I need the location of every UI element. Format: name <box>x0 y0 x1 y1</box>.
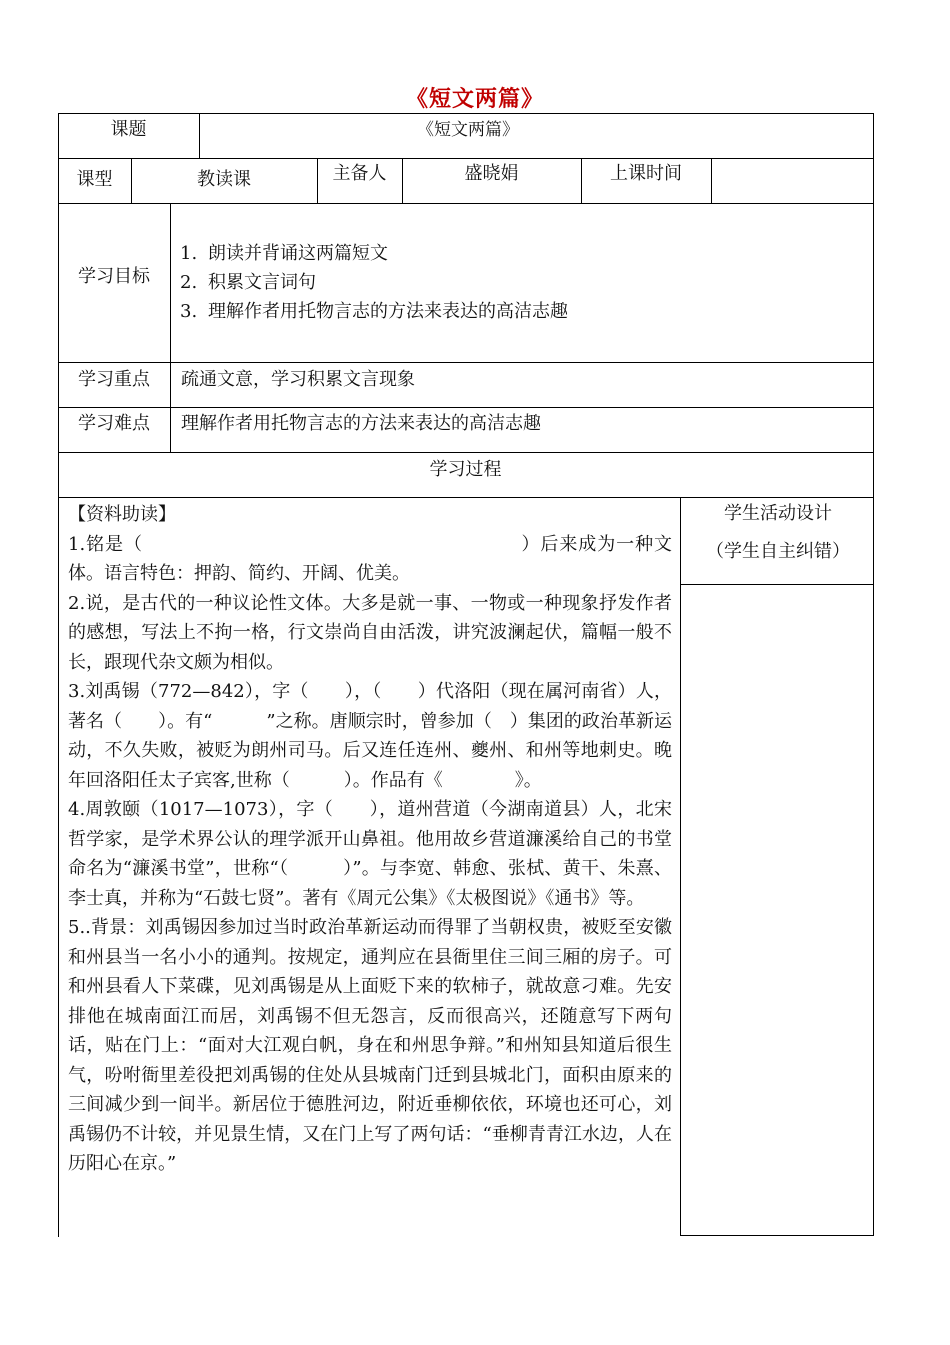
material-paragraph: 1.铭是（ ）后来成为一种文体。语言特色：押韵、简约、开阔、优美。 <box>68 533 672 584</box>
class-time-label: 上课时间 <box>610 163 682 184</box>
goals-list <box>180 239 870 326</box>
focus-value: 疏通文意，学习积累文言现象 <box>181 369 415 390</box>
difficulty-value: 理解作者用托物言志的方法来表达的高洁志趣 <box>181 413 541 434</box>
table-border <box>680 497 681 1236</box>
goal-item <box>180 239 870 268</box>
goal-number: 3. <box>180 301 198 322</box>
goal-number: 1. <box>180 243 198 264</box>
goal-text: 理解作者用托物言志的方法来表达的高洁志趣 <box>208 301 568 322</box>
material-heading: 【资料助读】 <box>68 504 176 525</box>
goal-number: 2. <box>180 272 198 293</box>
table-border <box>873 113 874 1236</box>
goals-label: 学习目标 <box>78 266 150 287</box>
table-border <box>58 452 874 453</box>
table-border <box>58 407 874 408</box>
goal-text: 朗读并背诵这两篇短文 <box>208 243 388 264</box>
table-border <box>58 203 874 204</box>
table-border <box>680 1235 874 1236</box>
reading-material <box>68 500 672 1179</box>
lesson-type-label: 课型 <box>76 169 113 190</box>
goal-item <box>180 297 870 326</box>
material-paragraph: 4.周敦颐（1017—1073），字（ ），道州营道（今湖南道县）人，北宋哲学家，是学术界公认的理学派开山鼻祖。他用故乡营道濂溪给自己的书堂命名为“濂溪书堂”，世称“（ ）”。与李宽、韩愈、张栻、黄干、朱熹、李士真，并称为“石鼓七贤”。著有《周元公集》《太极图说》《通书》等。 <box>68 799 672 909</box>
material-paragraph: 3.刘禹锡（772—842），字（ ），（ ）代洛阳（现在属河南省）人，著名（ ）。有“ ”之称。唐顺宗时，曾参加（ ）集团的政治革新运动，不久失败，被贬为朗州司马。后又连任连州、夔州、和州等地刺史。晚年回洛阳任太子宾客,世称（ ）。作品有《 》。 <box>68 681 672 791</box>
table-border <box>680 584 874 585</box>
goal-text: 积累文言词句 <box>208 272 316 293</box>
material-paragraph: 5..背景：刘禹锡因参加过当时政治革新运动而得罪了当朝权贵，被贬至安徽和州县当一名小小的通判。按规定，通判应在县衙里住三间三厢的房子。可和州县看人下菜碟，见刘禹锡是从上面贬下来的软柿子，就故意刁难。先安排他在城南面江而居，刘禹锡不但无怨言，反而很高兴，还随意写下两句话，贴在门上：“面对大江观白帆，身在和州思争辩。”和州知县知道后很生气，吩咐衙里差役把刘禹锡的住处从县城南门迁到县城北门，面积由原来的三间减少到一间半。新居位于德胜河边，附近垂柳依依，环境也还可心，刘禹锡仍不计较，并见景生情，又在门上写了两句话：“垂柳青青江水边，人在历阳心在京。” <box>68 917 672 1174</box>
student-activity-title: 学生活动设计 <box>724 503 832 524</box>
process-label: 学习过程 <box>429 459 502 480</box>
difficulty-label: 学习难点 <box>78 413 150 434</box>
table-border <box>170 203 171 453</box>
preparer-value: 盛晓娟 <box>464 163 519 184</box>
student-activity-box <box>683 500 873 574</box>
student-activity-subtitle: （学生自主纠错） <box>706 541 850 562</box>
table-border <box>711 158 712 204</box>
focus-label: 学习重点 <box>78 369 150 390</box>
table-border <box>58 158 874 159</box>
topic-value: 《短文两篇》 <box>417 120 519 140</box>
material-paragraph: 2.说，是古代的一种议论性文体。大多是就一事、一物或一种现象抒发作者的感想，写法上不拘一格，行文崇尚自由活泼，讲究波澜起伏，篇幅一般不长，跟现代杂文颇为相似。 <box>68 592 672 673</box>
table-border <box>58 362 874 363</box>
table-border <box>58 497 874 498</box>
lesson-type-value: 教读课 <box>197 169 251 190</box>
table-border <box>58 113 874 114</box>
topic-label: 课题 <box>110 119 147 140</box>
document-title: 《短文两篇》 <box>405 86 544 112</box>
preparer-label: 主备人 <box>332 163 387 184</box>
goal-item <box>180 268 870 297</box>
